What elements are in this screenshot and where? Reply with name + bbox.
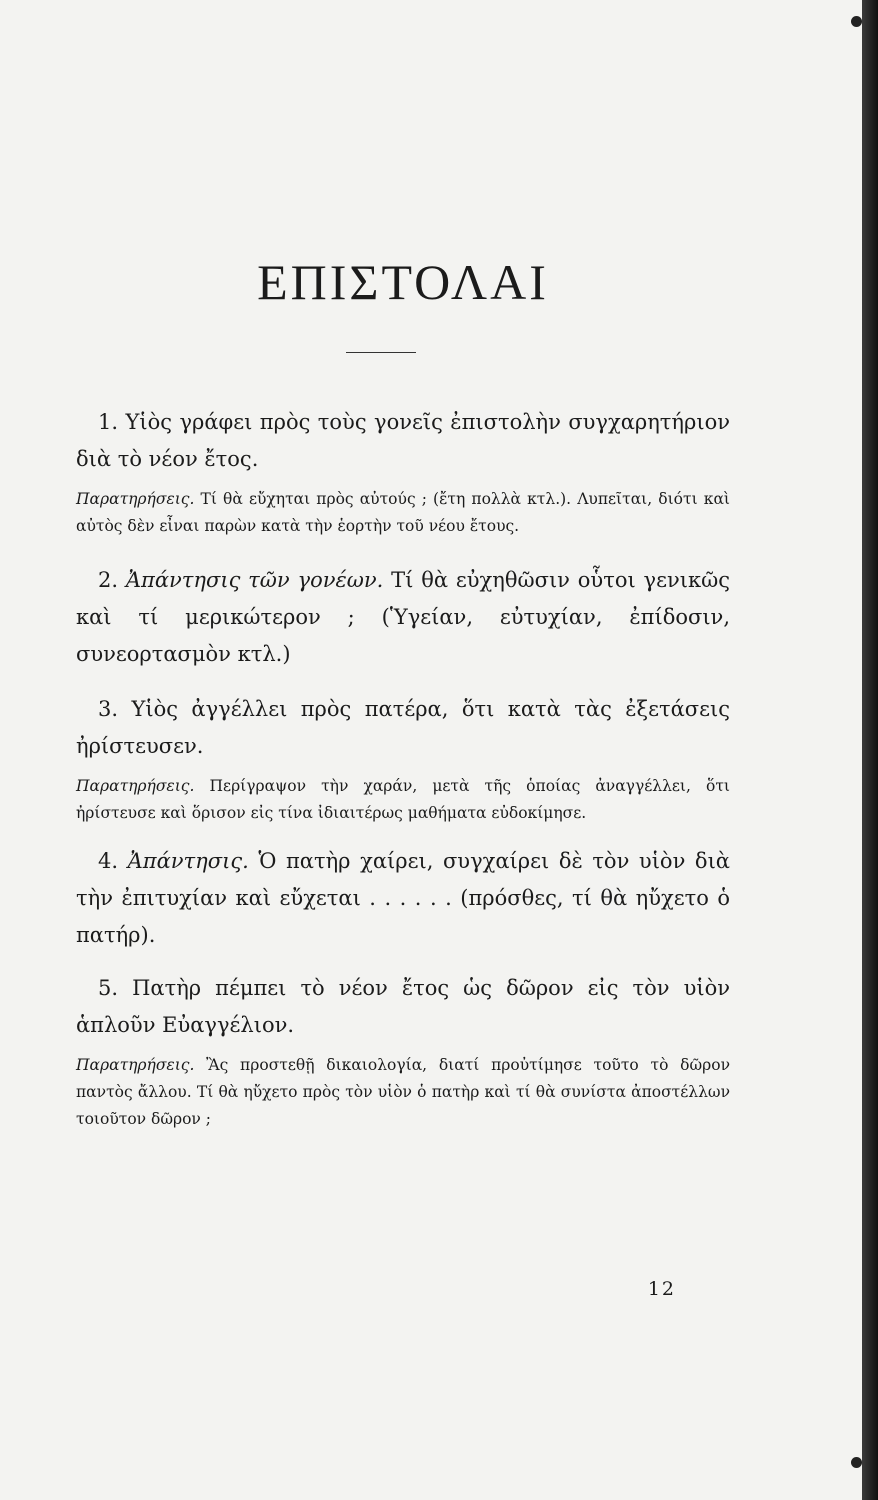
entry-heading: Ἀπάντησις. [127, 849, 249, 873]
page-title: ΕΠΙΣΤΟΛΑΙ [257, 254, 549, 310]
observations-label: Παρατηρήσεις. [76, 777, 195, 795]
observations-text: Περίγραψον τὴν χαράν, μετὰ τῆς ὁποίας ἀναγγέλλει, ὅτι ἠρίστευσε καὶ ὅρισον εἰς τίνα ἰδιαιτέρως μαθήματα εὐδοκίμησε. [76, 777, 730, 822]
title-divider [346, 352, 416, 353]
observations-label: Παρατηρήσεις. [76, 1056, 195, 1074]
letter-topics-list [76, 404, 730, 1133]
binding-hole [851, 1457, 862, 1468]
entry-number: 5. [98, 976, 119, 1000]
entry-text: Τί θὰ εὐχηθῶσιν οὗτοι γενικῶς καὶ τί μερικώτερον ; (Ὑγείαν, εὐτυχίαν, ἐπίδοσιν, συνεορτασμὸν κτλ.) [76, 568, 730, 666]
entry-number: 4. [98, 849, 119, 873]
observations-text: Ἂς προστεθῇ δικαιολογία, διατί προὐτίμησε τοῦτο τὸ δῶρον παντὸς ἄλλου. Τί θὰ ηὔχετο πρὸς τὸν υἱὸν ὁ πατὴρ καὶ τί θὰ συνίστα ἀποστέλλων τοιοῦτον δῶρον ; [76, 1056, 730, 1128]
entry-number: 3. [98, 697, 119, 721]
entry-1-observations [76, 486, 730, 540]
entry-1 [76, 404, 730, 478]
entry-4 [76, 843, 730, 954]
entry-number: 1. [98, 410, 119, 434]
page-number: 12 [647, 1278, 676, 1300]
entry-5 [76, 970, 730, 1044]
entry-heading: Ἀπάντησις τῶν γονέων. [125, 568, 384, 592]
entry-text: Ὁ πατὴρ χαίρει, συγχαίρει δὲ τὸν υἱὸν διὰ τὴν ἐπιτυχίαν καὶ εὔχεται . . . . . . (πρόσθες, τί θὰ ηὔχετο ὁ πατήρ). [76, 849, 730, 947]
entry-text: Υἱὸς ἀγγέλλει πρὸς πατέρα, ὅτι κατὰ τὰς ἐξετάσεις ἠρίστευσεν. [76, 697, 730, 758]
entry-text: Υἱὸς γράφει πρὸς τοὺς γονεῖς ἐπιστολὴν συγχαρητήριον διὰ τὸ νέον ἔτος. [76, 410, 730, 471]
entry-text: Πατὴρ πέμπει τὸ νέον ἔτος ὡς δῶρον εἰς τὸν υἱὸν ἁπλοῦν Εὐαγγέλιον. [76, 976, 730, 1037]
observations-text: Τί θὰ εὔχηται πρὸς αὐτούς ; (ἔτη πολλὰ κτλ.). Λυπεῖται, διότι καὶ αὐτὸς δὲν εἶναι παρὼν κατὰ τὴν ἑορτὴν τοῦ νέου ἔτους. [76, 490, 730, 535]
entry-3 [76, 691, 730, 765]
binding-hole [851, 16, 862, 27]
entry-5-observations [76, 1052, 730, 1133]
entry-number: 2. [98, 568, 119, 592]
entry-3-observations [76, 773, 730, 827]
entry-2 [76, 562, 730, 673]
observations-label: Παρατηρήσεις. [76, 490, 195, 508]
scan-edge [862, 0, 878, 1500]
